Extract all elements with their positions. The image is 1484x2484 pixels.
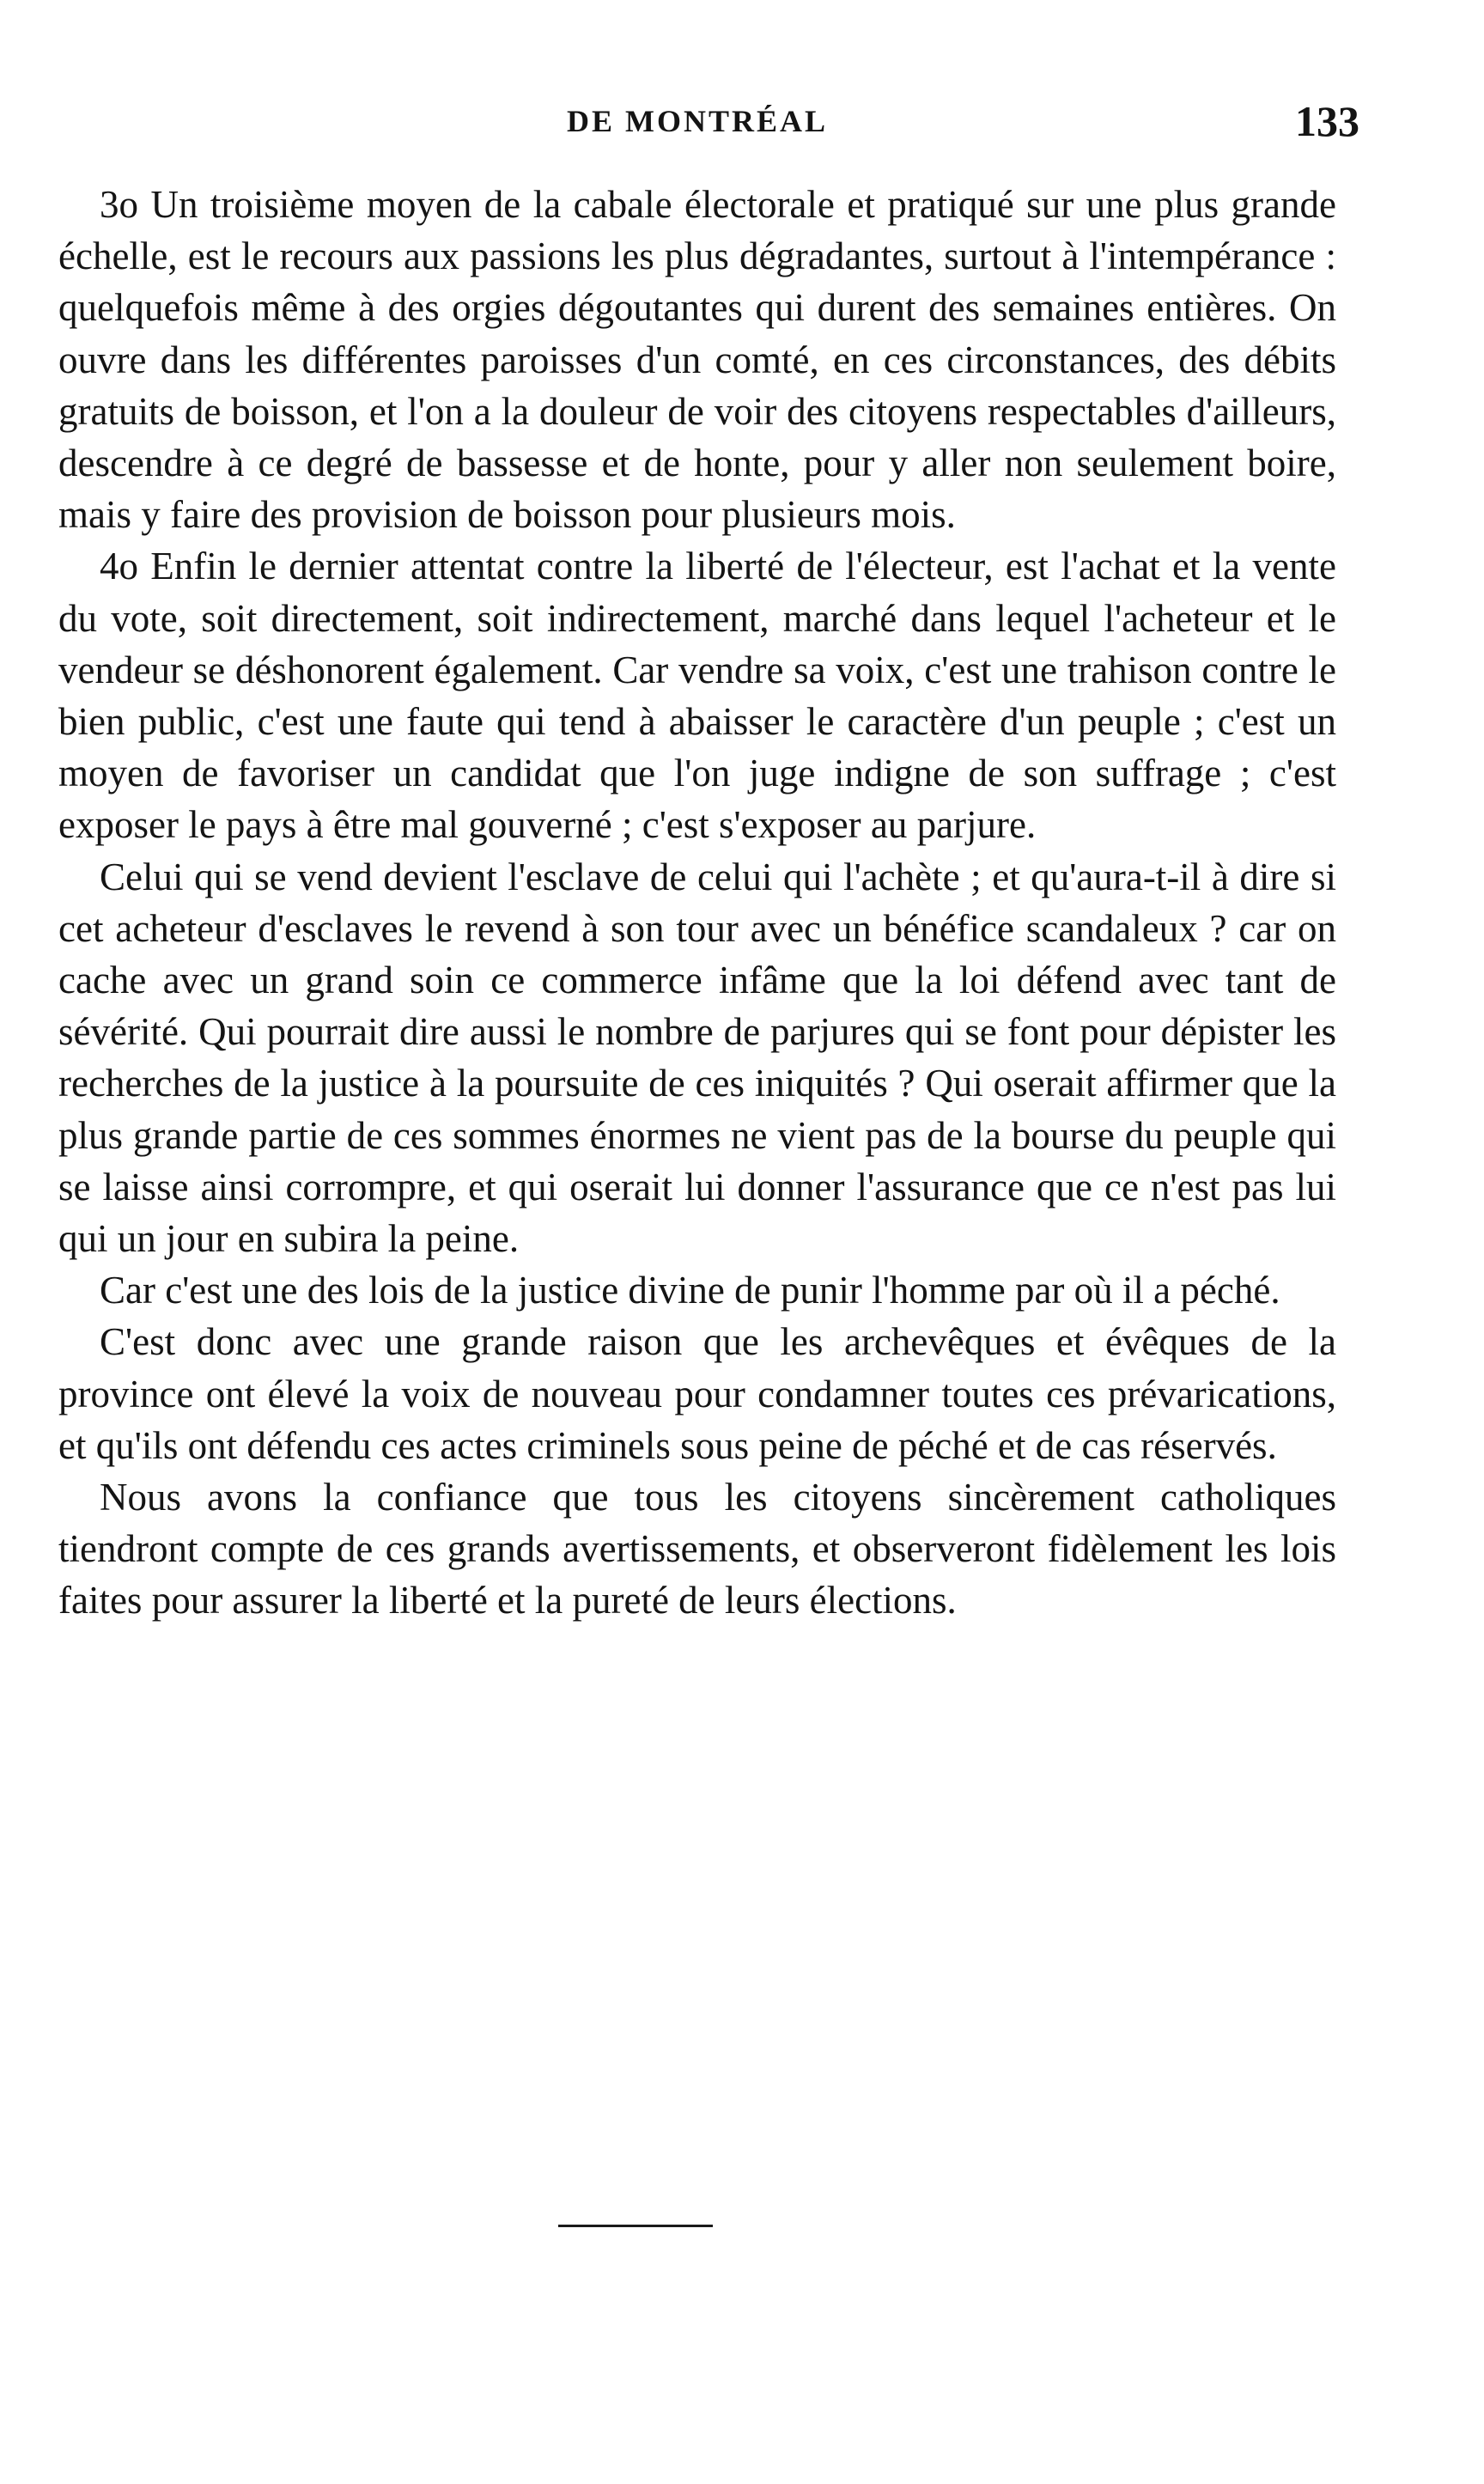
paragraph-closing: Nous avons la confiance que tous les citoyens sincèrement catholiques tiendront compte de ces grands avertissements, et observeront fidèlement les lois faites pour assurer la liberté et la pureté de leurs élections. [58, 1476, 1336, 1623]
running-head [0, 96, 1484, 148]
running-title: DE MONTRÉAL [567, 104, 829, 138]
paragraph-vote-buying: 4o Enfin le dernier attentat contre la liberté de l'électeur, est l'achat et la vente du vote, soit directement, soit indirectement, marché dans lequel l'acheteur et le vendeur se déshonorent également. Car vendre sa voix, c'est une trahison contre le bien public, c'est une faute qui tend à abaisser le caractère d'un peuple ; c'est un moyen de favoriser un candidat que l'on juge indigne de son suffrage ; c'est exposer le pays à être mal gouverné ; c'est s'exposer au parjure. [58, 545, 1336, 847]
paragraph-divine-justice: Car c'est une des lois de la justice divine de punir l'homme par où il a péché. [100, 1269, 1280, 1312]
body-text [58, 179, 1336, 1627]
paragraph-slavery: Celui qui se vend devient l'esclave de celui qui l'achète ; et qu'aura-t-il à dire si cet acheteur d'esclaves le revend à son tour avec un bénéfice scandaleux ? car on cache avec un grand soin ce commerce infâme que la loi défend avec tant de sévérité. Qui pourrait dire aussi le nombre de parjures qui se font pour dépister les recherches de la justice à la poursuite de ces iniquités ? Qui oserait affirmer que la plus grande partie de ces sommes énormes ne vient pas de la bourse du peuple qui se laisse ainsi corrompre, et qui oserait lui donner l'assurance que ce n'est pas lui qui un jour en subira la peine. [58, 855, 1336, 1261]
section-end-rule [558, 2225, 713, 2227]
paragraph-bishops: C'est donc avec une grande raison que les archevêques et évêques de la province ont élevé la voix de nouveau pour condamner toutes ces prévarications, et qu'ils ont défendu ces actes criminels sous peine de péché et de cas réservés. [58, 1320, 1336, 1467]
paragraph-intemperance: 3o Un troisième moyen de la cabale électorale et pratiqué sur une plus grande échelle, est le recours aux passions les plus dégradantes, surtout à l'intempérance : quelquefois même à des orgies dégoutantes qui durent des semaines entières. On ouvre dans les différentes paroisses d'un comté, en ces circonstances, des débits gratuits de boisson, et l'on a la douleur de voir des citoyens respectables d'ailleurs, descendre à ce degré de bassesse et de honte, pour y aller non seulement boire, mais y faire des provision de boisson pour plusieurs mois. [58, 183, 1336, 537]
page-number: 133 [1295, 97, 1359, 145]
